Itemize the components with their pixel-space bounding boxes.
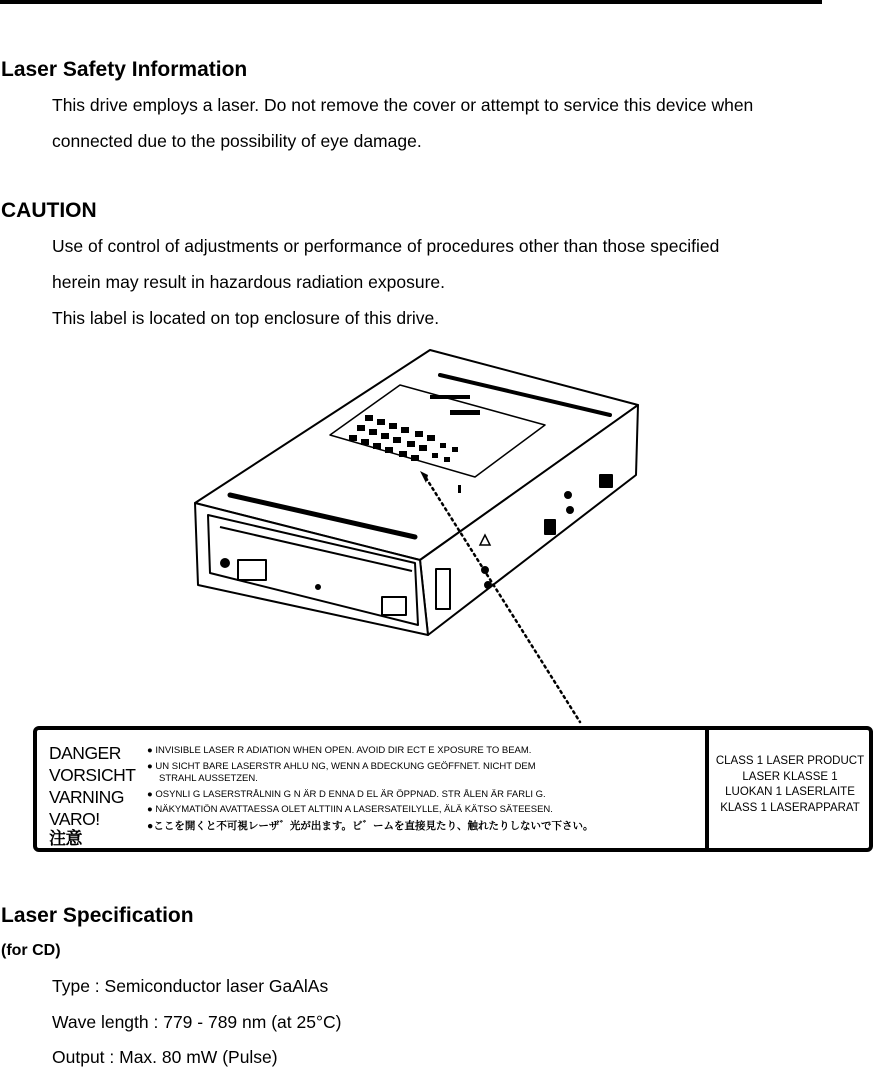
label-word-varo: VARO! — [49, 809, 100, 829]
label-class-fi: LUOKAN 1 LASERLAITE — [725, 786, 855, 798]
caution-text-1: Use of control of adjustments or performance of procedures other than those specified — [52, 236, 720, 256]
label-word-varning: VARNING — [49, 787, 124, 807]
label-class-de: LASER KLASSE 1 — [742, 770, 838, 783]
laser-warning-label — [33, 726, 873, 852]
label-word-danger: DANGER — [49, 743, 121, 763]
label-text-finnish: ● NÄKYMATIÖN AVATTAESSA OLET ALTTIIN A LASERSATEILYLLE, ÄLÄ KÄTSO SÄTEESEN. — [147, 804, 553, 815]
laser-spec-output: Output : Max. 80 mW (Pulse) — [52, 1047, 278, 1067]
caution-text-3: This label is located on top enclosure of this drive. — [52, 308, 440, 328]
caution-heading: CAUTION — [1, 199, 97, 222]
label-text-english: ● INVISIBLE LASER R ADIATION WHEN OPEN. AVOID DIR ECT E XPOSURE TO BEAM. — [147, 745, 532, 756]
laser-spec-wavelength: Wave length : 779 - 789 nm (at 25°C) — [52, 1012, 342, 1032]
cd-drive-illustration — [190, 345, 650, 645]
label-class-sv: KLASS 1 LASERAPPARAT — [720, 801, 860, 814]
label-text-german-cont: STRAHL AUSSETZEN. — [159, 773, 258, 784]
laser-safety-text-2: connected due to the possibility of eye damage. — [52, 131, 422, 151]
laser-safety-text-1: This drive employs a laser. Do not remove the cover or attempt to service this device when — [52, 95, 754, 115]
label-class-text — [711, 754, 869, 816]
label-word-japanese: 注意 — [49, 829, 82, 848]
label-word-vorsicht: VORSICHT — [49, 765, 136, 785]
label-text-german: ● UN SICHT BARE LASERSTR AHLU NG, WENN A BDECKUNG GEÖFFNET. NICHT DEM — [147, 760, 536, 772]
laser-spec-subheading: (for CD) — [1, 942, 61, 959]
laser-spec-type: Type : Semiconductor laser GaAlAs — [52, 976, 329, 996]
label-class-en: CLASS 1 LASER PRODUCT — [715, 755, 865, 767]
laser-spec-heading: Laser Specification — [1, 904, 194, 927]
label-divider — [705, 730, 709, 848]
label-warning-words — [49, 742, 135, 848]
top-rule — [0, 0, 822, 4]
caution-text-2: herein may result in hazardous radiation exposure. — [52, 272, 445, 292]
label-text-japanese: ●ここを開くと不可視レーザ゛光が出ます。ビ゛ームを直接見たり、触れたりしないで下さい。 — [147, 819, 594, 832]
label-warning-text — [147, 745, 594, 832]
label-text-swedish: ● OSYNLI G LASERSTRÅLNIN G N ÄR D ENNA D EL ÄR ÖPPNAD. STR ÅLEN ÄR FARLI G. — [147, 788, 546, 800]
laser-safety-heading: Laser Safety Information — [1, 58, 248, 81]
